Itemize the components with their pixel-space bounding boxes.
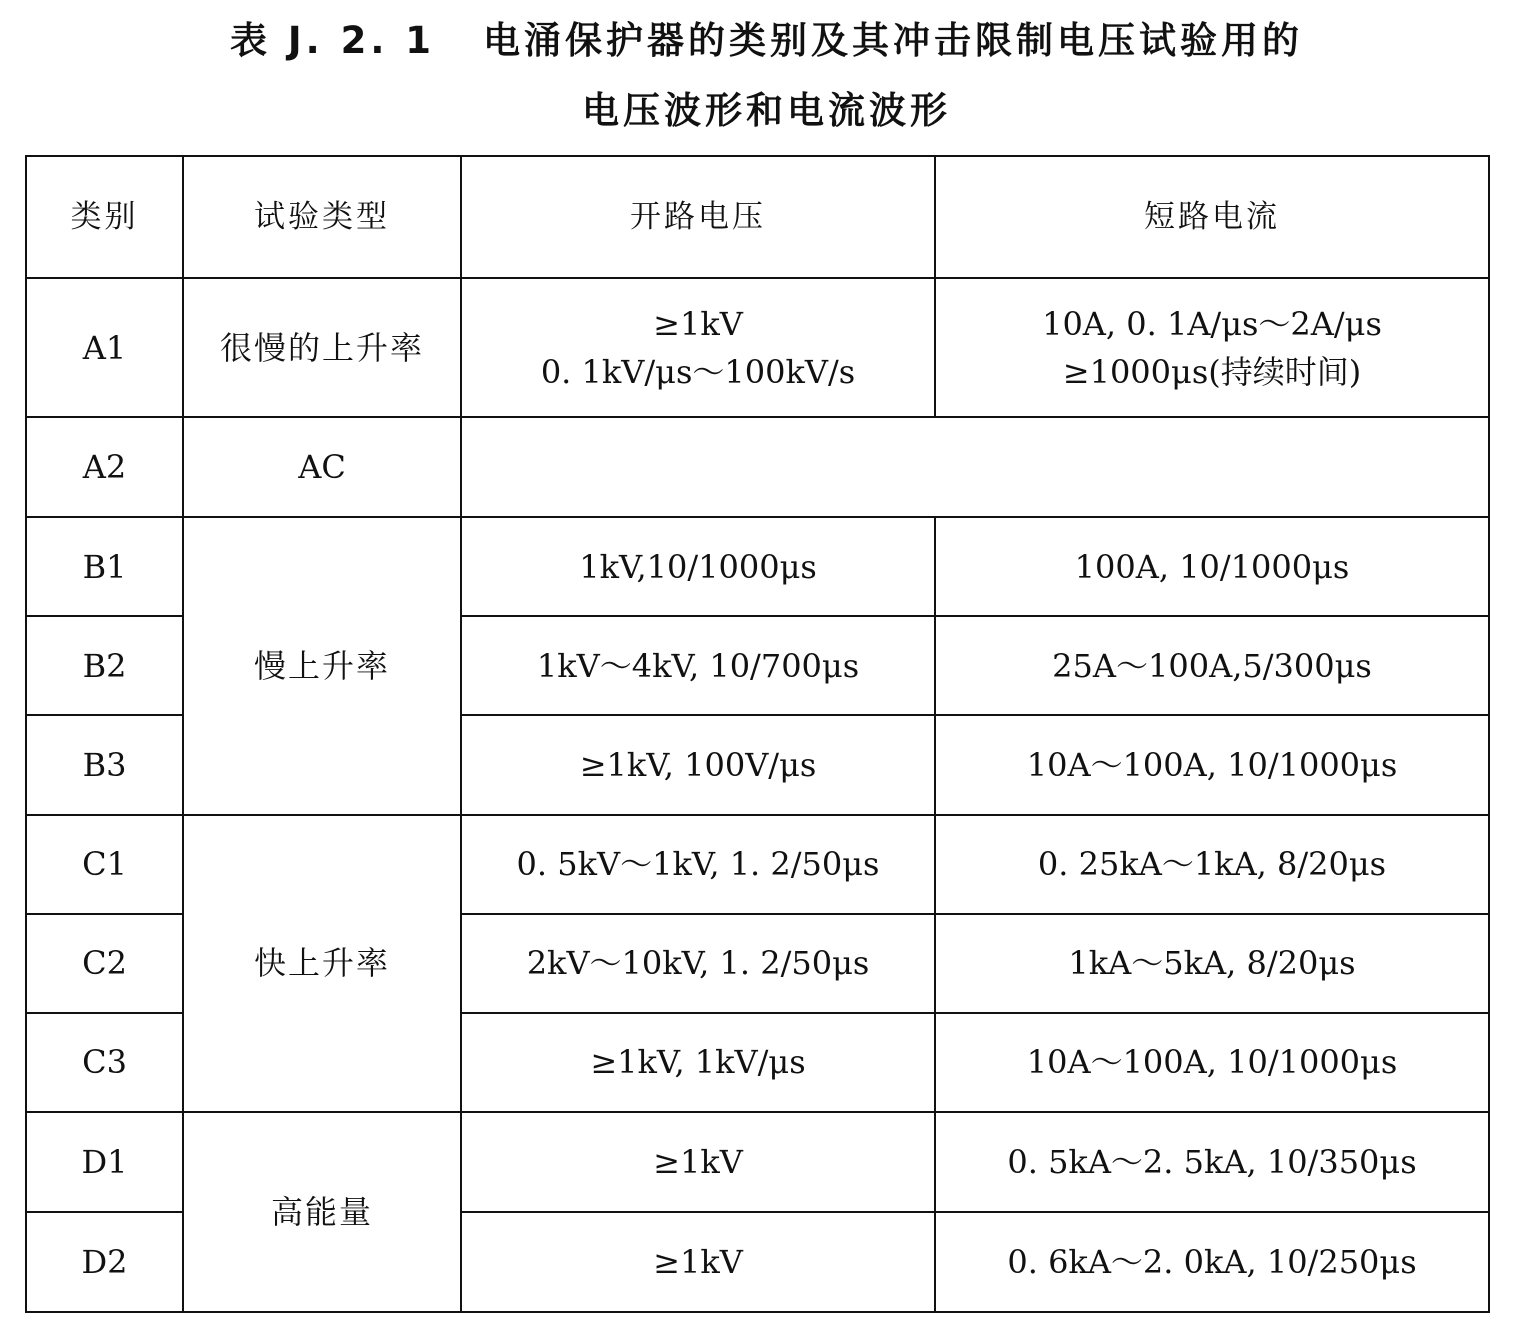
category-cell: A2 <box>26 417 183 517</box>
empty-cell <box>461 417 1489 517</box>
header-test-type: 试验类型 <box>183 156 461 278</box>
current-line: ≥1000μs(持续时间) <box>1062 352 1362 391</box>
current-cell: 0. 25kA～1kA, 8/20μs <box>935 815 1489 914</box>
header-open-circuit-voltage: 开路电压 <box>461 156 935 278</box>
table-number: 表 J. 2. 1 <box>229 19 435 62</box>
current-line: 10A, 0. 1A/μs～2A/μs <box>1042 304 1382 343</box>
table-row <box>26 278 1489 417</box>
table-title-line-2: 电压波形和电流波形 <box>582 89 951 132</box>
test-type-cell: 慢上升率 <box>183 517 461 814</box>
current-cell: 100A, 10/1000μs <box>935 517 1489 616</box>
voltage-line: 0. 1kV/μs～100kV/s <box>540 352 856 391</box>
current-cell: 1kA～5kA, 8/20μs <box>935 914 1489 1013</box>
category-cell: B2 <box>26 616 183 715</box>
voltage-cell: 1kV,10/1000μs <box>461 517 935 616</box>
test-type-cell: 很慢的上升率 <box>183 278 461 417</box>
table-title-text: 电涌保护器的类别及其冲击限制电压试验用的 <box>483 19 1303 62</box>
current-cell <box>935 278 1489 417</box>
category-cell: B1 <box>26 517 183 616</box>
current-cell: 25A～100A,5/300μs <box>935 616 1489 715</box>
voltage-cell: ≥1kV <box>461 1212 935 1312</box>
category-cell: C3 <box>26 1013 183 1112</box>
test-type-cell: AC <box>183 417 461 517</box>
voltage-cell: ≥1kV, 1kV/μs <box>461 1013 935 1112</box>
category-cell: A1 <box>26 278 183 417</box>
category-cell: D2 <box>26 1212 183 1312</box>
voltage-cell: 2kV～10kV, 1. 2/50μs <box>461 914 935 1013</box>
category-cell: B3 <box>26 715 183 814</box>
category-cell: C2 <box>26 914 183 1013</box>
voltage-cell: ≥1kV, 100V/μs <box>461 715 935 814</box>
table-row <box>26 517 1489 616</box>
voltage-cell: 0. 5kV～1kV, 1. 2/50μs <box>461 815 935 914</box>
table-title-line-1 <box>0 19 1533 62</box>
header-category: 类别 <box>26 156 183 278</box>
table-row <box>26 1112 1489 1212</box>
test-type-cell: 高能量 <box>183 1112 461 1312</box>
current-cell: 10A～100A, 10/1000μs <box>935 1013 1489 1112</box>
current-cell: 10A～100A, 10/1000μs <box>935 715 1489 814</box>
table-row <box>26 815 1489 914</box>
voltage-line: ≥1kV <box>653 304 743 343</box>
voltage-cell <box>461 278 935 417</box>
table-header-row <box>26 156 1489 278</box>
spd-waveform-table <box>25 155 1490 1313</box>
voltage-cell: 1kV～4kV, 10/700μs <box>461 616 935 715</box>
test-type-cell: 快上升率 <box>183 815 461 1112</box>
voltage-cell: ≥1kV <box>461 1112 935 1212</box>
current-cell: 0. 6kA～2. 0kA, 10/250μs <box>935 1212 1489 1312</box>
category-cell: D1 <box>26 1112 183 1212</box>
current-cell: 0. 5kA～2. 5kA, 10/350μs <box>935 1112 1489 1212</box>
category-cell: C1 <box>26 815 183 914</box>
header-short-circuit-current: 短路电流 <box>935 156 1489 278</box>
table-row <box>26 417 1489 517</box>
